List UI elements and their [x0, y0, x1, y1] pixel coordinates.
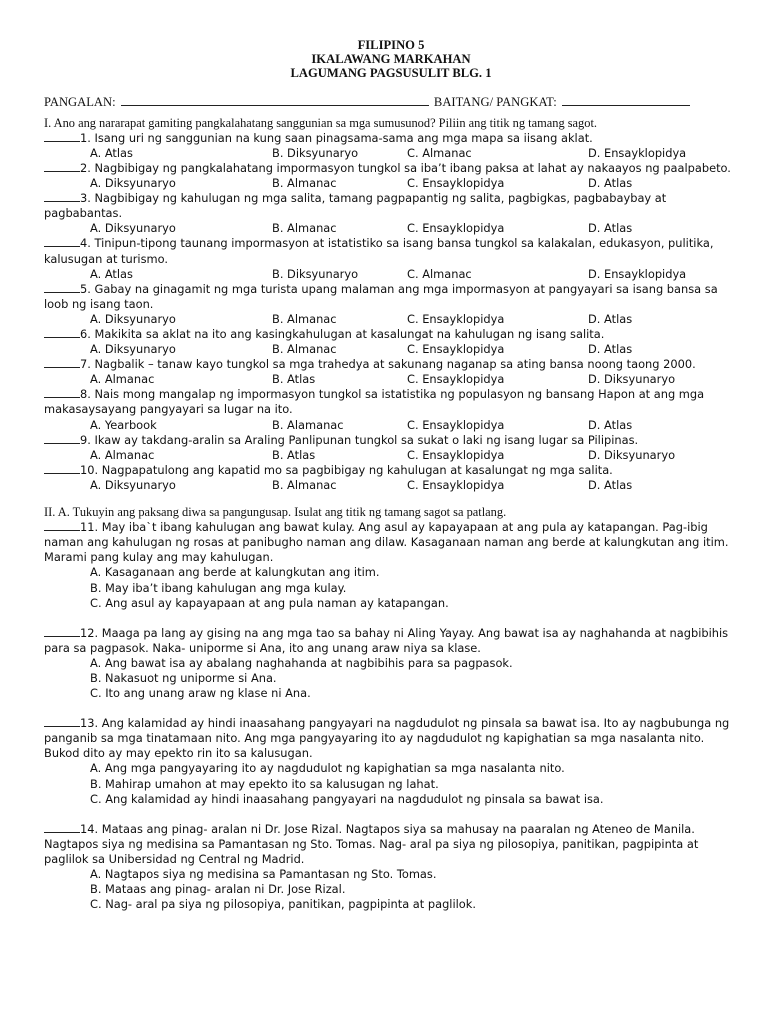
choice-option: A. Almanac — [90, 372, 155, 387]
question-item — [44, 433, 738, 463]
question-text-line — [44, 282, 738, 312]
answer-blank[interactable] — [44, 191, 80, 202]
quarter-title: IKALAWANG MARKAHAN — [311, 52, 471, 67]
question-text: 11. May iba`t ibang kahulugan ang bawat kulay. Ang asul ay kapayapaan at ang pula ay katapangan. Pag-ibig naman ang kahulugan ng rosas at panibugho naman ang dilaw. Kasaganaan naman ang berde at kalungkutan ang itim. Marami pang kulay ang may kahulugan. — [44, 520, 729, 565]
choice-option: A. Diksyunaryo — [90, 221, 176, 236]
question-text: 6. Makikita sa aklat na ito ang kasingkahulugan at kasalungat na kahulugan ng isang salita. — [80, 327, 605, 342]
answer-blank[interactable] — [44, 433, 80, 444]
question-text: 3. Nagbibigay ng kahulugan ng mga salita, tamang pagpapantig ng salita, pagbigkas, pagbabaybay at pagbabantas. — [44, 191, 667, 221]
answer-blank[interactable] — [44, 822, 80, 833]
answer-option: C. Ang kalamidad ay hindi inaasahang pangyayari na nagdudulot ng pinsala sa bawat isa. — [90, 791, 604, 806]
answer-option: A. Nagtapos siya ng medisina sa Pamantasan ng Sto. Tomas. — [90, 867, 437, 882]
choice-row — [44, 372, 738, 387]
answer-blank[interactable] — [44, 236, 80, 247]
test-header — [44, 38, 738, 81]
name-blank[interactable] — [121, 95, 429, 106]
question-text-line — [44, 161, 738, 176]
question-text-line — [44, 716, 738, 761]
answer-blank[interactable] — [44, 131, 80, 142]
choice-option: D. Atlas — [588, 311, 633, 326]
choice-option: A. Yearbook — [90, 417, 157, 432]
question-text-line — [44, 357, 738, 372]
question-item — [44, 236, 738, 281]
answer-option: A. Kasaganaan ang berde at kalungkutan ang itim. — [90, 565, 380, 580]
choice-option: D. Atlas — [588, 221, 633, 236]
question-item — [44, 822, 738, 913]
question-item — [44, 282, 738, 327]
question-text: 5. Gabay na ginagamit ng mga turista upang malaman ang mga impormasyon at pangyayari sa isang bansa sa loob ng isang taon. — [44, 281, 718, 311]
question-text-line — [44, 520, 738, 565]
choice-option: A. Atlas — [90, 145, 133, 160]
choice-option: A. Diksyunaryo — [90, 311, 176, 326]
question-text: 12. Maaga pa lang ay gising na ang mga tao sa bahay ni Aling Yayay. Ang bawat isa ay naghahanda at nagbibihis para sa pagpasok. Naka- uniporme si Ana, ito ang unang araw niya sa klase. — [44, 625, 729, 655]
choice-option: B. Diksyunaryo — [272, 145, 359, 160]
choice-row — [44, 448, 738, 463]
choice-option: D. Atlas — [588, 342, 633, 357]
grade-label: BAITANG/ PANGKAT: — [433, 94, 557, 109]
choice-option: B. Alamanac — [272, 417, 344, 432]
question-item — [44, 357, 738, 387]
name-label: PANGALAN: — [44, 94, 116, 109]
question-text: 1. Isang uri ng sanggunian na kung saan pinagsama-sama ang mga mapa sa iisang aklat. — [80, 130, 593, 145]
answer-blank[interactable] — [44, 463, 80, 474]
choice-row — [44, 176, 738, 191]
choice-option: A. Diksyunaryo — [90, 477, 176, 492]
question-text: 8. Nais mong mangalap ng impormasyon tungkol sa istatistika ng populasyon ng bansang Hapon at ang mga makasaysayang pangyayari sa lugar na ito. — [44, 387, 705, 417]
question-item — [44, 463, 738, 493]
answer-option: B. Mahirap umahon at may epekto ito sa kalusugan ng lahat. — [90, 776, 439, 791]
choice-option: C. Ensayklopidya — [407, 311, 505, 326]
part1-instruction: I. Ano ang nararapat gamiting pangkalahatang sanggunian sa mga sumusunod? Piliin ang titik ng tamang sagot. — [44, 115, 597, 130]
answer-blank[interactable] — [44, 357, 80, 368]
question-text-line — [44, 463, 738, 478]
choice-row — [44, 418, 738, 433]
answer-option: C. Ang asul ay kapayapaan at ang pula naman ay katapangan. — [90, 595, 449, 610]
choice-option: B. Almanac — [272, 342, 337, 357]
answer-option: A. Ang mga pangyayaring ito ay nagdudulot ng kapighatian sa mga nasalanta nito. — [90, 761, 565, 776]
choice-option: C. Ensayklopidya — [407, 342, 505, 357]
choice-option: B. Almanac — [272, 477, 337, 492]
question-text-line — [44, 131, 738, 146]
choice-row — [44, 221, 738, 236]
question-item — [44, 191, 738, 236]
spacer — [44, 701, 738, 716]
choice-option: A. Atlas — [90, 266, 133, 281]
answer-option: C. Ito ang unang araw ng klase ni Ana. — [90, 686, 311, 701]
part2-instruction: II. A. Tukuyin ang paksang diwa sa pangungusap. Isulat ang titik ng tamang sagot sa patlang. — [44, 505, 507, 520]
question-item — [44, 387, 738, 432]
choice-option: C. Ensayklopidya — [407, 477, 505, 492]
choice-row — [44, 312, 738, 327]
choice-option: B. Almanac — [272, 176, 337, 191]
choice-option: C. Ensayklopidya — [407, 417, 505, 432]
question-text: 9. Ikaw ay takdang-aralin sa Araling Panlipunan tungkol sa sukat o laki ng isang lugar sa Pilipinas. — [80, 432, 639, 447]
question-item — [44, 161, 738, 191]
answer-option: B. May iba’t ibang kahulugan ang mga kulay. — [90, 580, 347, 595]
choice-option: C. Almanac — [407, 266, 472, 281]
answer-blank[interactable] — [44, 716, 80, 727]
choice-option: D. Ensayklopidya — [588, 145, 687, 160]
choice-option: D. Atlas — [588, 477, 633, 492]
answer-blank[interactable] — [44, 387, 80, 398]
choice-option: A. Diksyunaryo — [90, 176, 176, 191]
question-item — [44, 131, 738, 161]
question-text-line — [44, 327, 738, 342]
choice-option: D. Atlas — [588, 176, 633, 191]
choice-option: C. Ensayklopidya — [407, 447, 505, 462]
answer-blank[interactable] — [44, 282, 80, 293]
choice-option: D. Atlas — [588, 417, 633, 432]
question-text: 7. Nagbalik – tanaw kayo tungkol sa mga trahedya at sakunang naganap sa ating bansa noong taong 2000. — [80, 357, 696, 372]
answer-option: B. Nakasuot ng uniporme si Ana. — [90, 670, 277, 685]
choice-option: B. Atlas — [272, 372, 316, 387]
part2-questions — [44, 520, 738, 912]
choice-option: D. Ensayklopidya — [588, 266, 687, 281]
answer-blank[interactable] — [44, 626, 80, 637]
question-text: 2. Nagbibigay ng pangkalahatang impormasyon tungkol sa iba’t ibang paksa at lahat ay nakaayos ng paalpabeto. — [80, 160, 731, 175]
choice-option: C. Almanac — [407, 145, 472, 160]
question-item — [44, 520, 738, 611]
question-text: 4. Tinipun-tipong taunang impormasyon at istatistiko sa isang bansa tungkol sa kalakalan, edukasyon, pulitika, kalusugan at turismo. — [44, 236, 714, 266]
spacer — [44, 611, 738, 626]
question-text-line — [44, 822, 738, 867]
question-item — [44, 327, 738, 357]
question-text-line — [44, 387, 738, 417]
question-text-line — [44, 626, 738, 656]
test-title: LAGUMANG PAGSUSULIT BLG. 1 — [290, 66, 492, 81]
part1-questions — [44, 131, 738, 493]
choice-option: D. Diksyunaryo — [588, 447, 676, 462]
answer-option: A. Ang bawat isa ay abalang naghahanda at nagbibihis para sa pagpasok. — [90, 655, 513, 670]
question-text-line — [44, 236, 738, 266]
choice-option: C. Ensayklopidya — [407, 372, 505, 387]
answer-option: C. Nag- aral pa siya ng pilosopiya, panitikan, pagpipinta at paglilok. — [90, 897, 476, 912]
grade-blank[interactable] — [562, 95, 690, 106]
name-row — [44, 95, 738, 110]
choice-row — [44, 342, 738, 357]
choice-option: D. Diksyunaryo — [588, 372, 676, 387]
question-text: 10. Nagpapatulong ang kapatid mo sa pagbibigay ng kahulugan at kasalungat ng mga salita. — [80, 462, 613, 477]
choice-option: B. Almanac — [272, 221, 337, 236]
choice-option: C. Ensayklopidya — [407, 176, 505, 191]
question-item — [44, 626, 738, 701]
answer-blank[interactable] — [44, 520, 80, 531]
answer-option: B. Mataas ang pinag- aralan ni Dr. Jose Rizal. — [90, 882, 346, 897]
question-text: 13. Ang kalamidad ay hindi inaasahang pangyayari na nagdudulot ng pinsala sa bawat isa. Ito ay nagbubunga ng panganib sa mga tinatamaan nito. Ang mga pangyayaring ito ay nagdudulot ng kapighatian sa mga nasalanta nito. Bukod dito ay may epekto rin ito sa kalusugan. — [44, 716, 730, 761]
question-item — [44, 716, 738, 807]
choice-option: B. Diksyunaryo — [272, 266, 359, 281]
answer-blank[interactable] — [44, 161, 80, 172]
question-text: 14. Mataas ang pinag- aralan ni Dr. Jose Rizal. Nagtapos siya sa mahusay na paaralan ng Ateneo de Manila. Nagtapos siya ng medisina sa Pamantasan ng Sto. Tomas. Nag- aral pa siya ng pilosopiya, panitikan, pagpipinta at paglilok sa Unibersidad ng Central ng Madrid. — [44, 821, 699, 866]
choice-row — [44, 146, 738, 161]
question-text-line — [44, 191, 738, 221]
choice-option: B. Atlas — [272, 447, 316, 462]
choice-row — [44, 267, 738, 282]
question-text-line — [44, 433, 738, 448]
choice-row — [44, 478, 738, 493]
spacer — [44, 807, 738, 822]
choice-option: A. Diksyunaryo — [90, 342, 176, 357]
choice-option: A. Almanac — [90, 447, 155, 462]
choice-option: B. Almanac — [272, 311, 337, 326]
choice-option: C. Ensayklopidya — [407, 221, 505, 236]
subject-title: FILIPINO 5 — [357, 38, 425, 52]
answer-blank[interactable] — [44, 327, 80, 338]
